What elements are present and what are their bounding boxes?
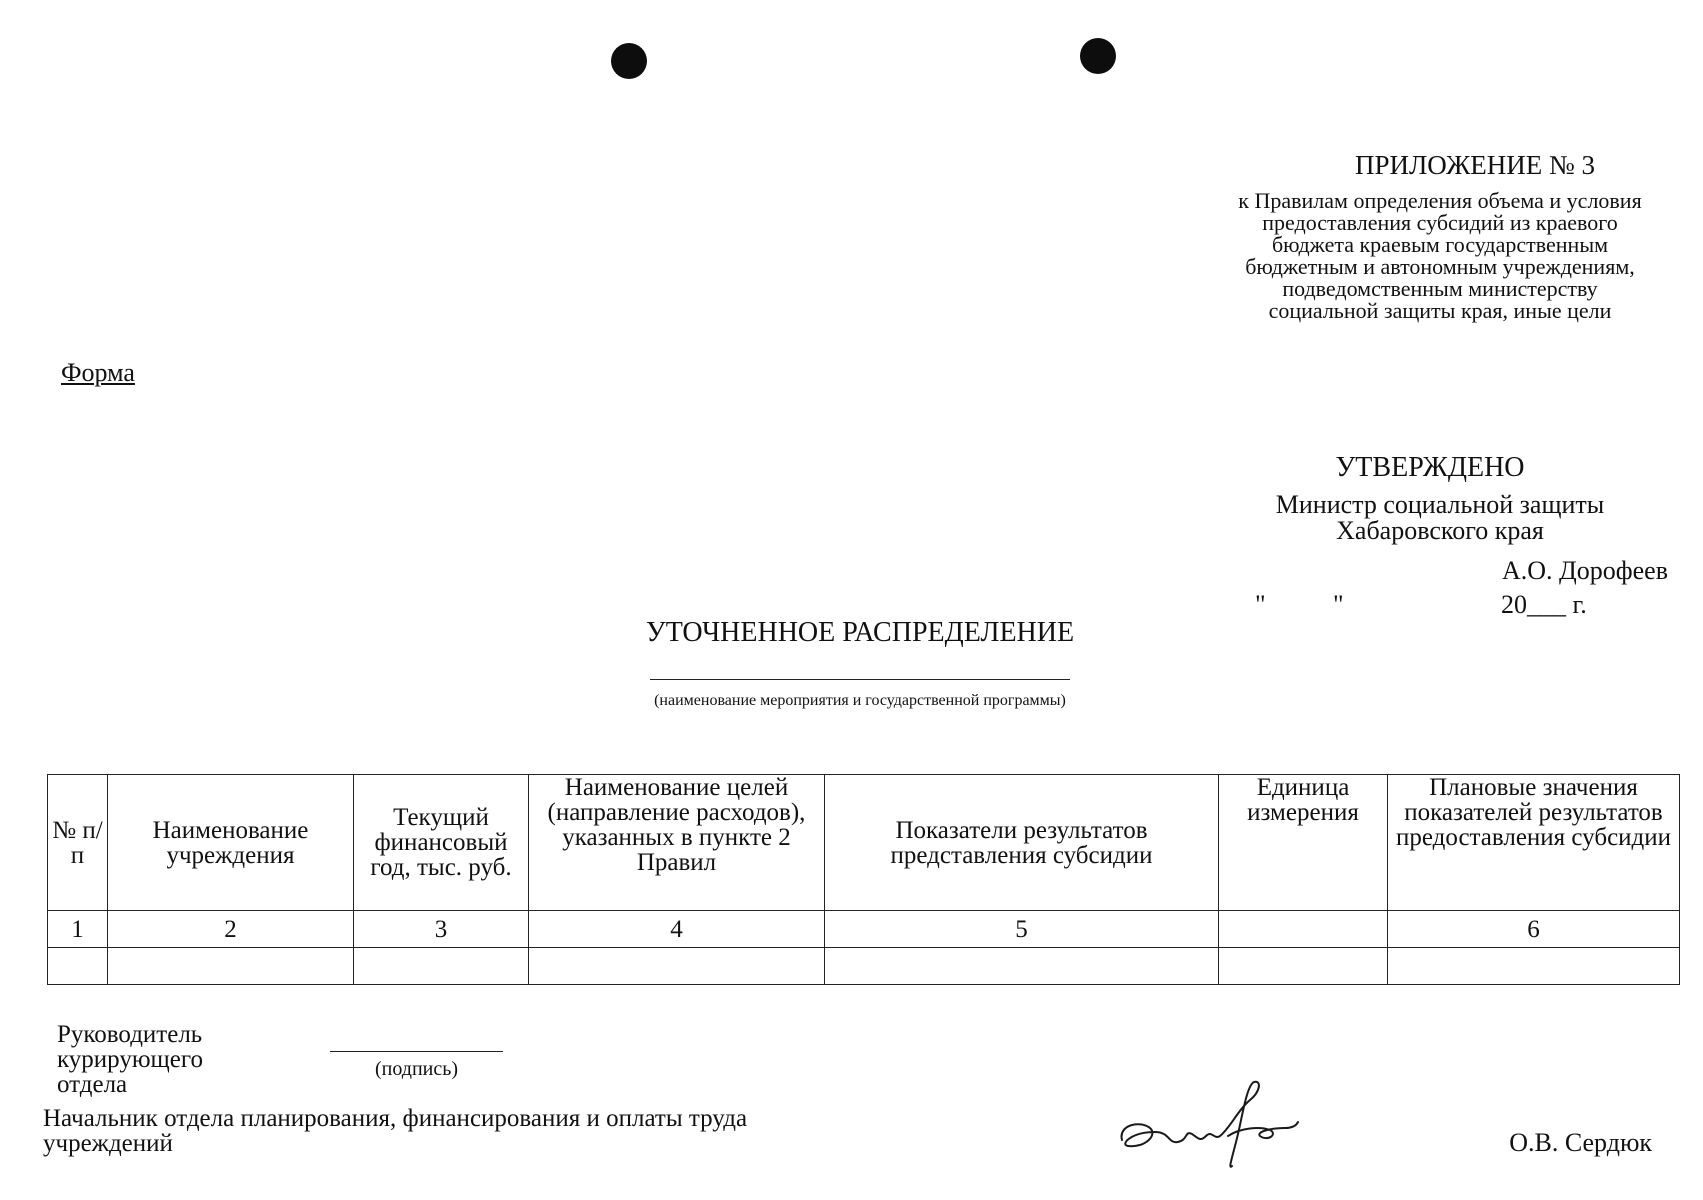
approval-title: УТВЕРЖДЕНО — [1335, 452, 1525, 483]
table-row — [48, 948, 1680, 985]
table-cell — [1219, 911, 1388, 948]
date-quote-close: " — [1333, 590, 1344, 619]
table-cell[interactable] — [825, 948, 1219, 985]
supervisor-label-line: курирующего — [57, 1046, 203, 1073]
table-cell[interactable] — [529, 948, 825, 985]
approval-position — [1220, 492, 1660, 544]
table-cell[interactable] — [354, 948, 529, 985]
table-cell[interactable] — [48, 948, 108, 985]
distribution-table — [47, 774, 1680, 985]
appendix-line: к Правилам определения объема и условия — [1238, 188, 1642, 213]
approval-position-line: Министр социальной защиты — [1275, 490, 1605, 519]
appendix-line: социальной защиты края, иные цели — [1268, 298, 1612, 323]
document-subtitle: (наименование мероприятия и государственной программы) — [654, 692, 1066, 709]
form-label: Форма — [61, 358, 135, 387]
chief-name: О.В. Сердюк — [1509, 1128, 1652, 1157]
chief-label-line: Начальник отдела планирования, финансирования и оплаты труда — [43, 1105, 748, 1132]
signature-caption: (подпись) — [374, 1058, 459, 1080]
header-unit: Единица измерения — [1219, 775, 1388, 911]
program-name-line — [650, 679, 1070, 680]
header-planned-values: Плановые значения показателей результатов предоставления субсидии — [1388, 775, 1680, 911]
appendix-line: предоставления субсидий из краевого — [1262, 210, 1618, 235]
appendix-line: бюджета краевым государственным — [1271, 232, 1609, 257]
supervisor-label-line: отдела — [57, 1071, 128, 1098]
appendix-body — [1190, 190, 1690, 322]
chief-label-line: учреждений — [43, 1130, 173, 1157]
table-number-row — [48, 911, 1680, 948]
table-cell[interactable] — [108, 948, 354, 985]
approval-name: А.О. Дорофеев — [1502, 556, 1668, 585]
table-cell: 1 — [48, 911, 108, 948]
punch-hole-right — [1080, 38, 1116, 74]
header-indicators: Показатели результатов представления субсидии — [825, 775, 1219, 911]
appendix-line: подведомственным министерству — [1282, 276, 1598, 301]
date-year: 20___ г. — [1501, 590, 1587, 619]
table-cell[interactable] — [1219, 948, 1388, 985]
table-header-row — [48, 775, 1680, 911]
supervisor-label — [57, 1022, 203, 1097]
header-current-year: Текущий финансовый год, тыс. руб. — [354, 775, 529, 911]
table-cell: 6 — [1388, 911, 1680, 948]
header-goals: Наименование целей (направление расходов), указанных в пункте 2 Правил — [529, 775, 825, 911]
header-institution: Наименование учреждения — [108, 775, 354, 911]
table-cell: 2 — [108, 911, 354, 948]
table-cell: 3 — [354, 911, 529, 948]
table-cell: 4 — [529, 911, 825, 948]
table-cell[interactable] — [1388, 948, 1680, 985]
date-quote-open: " — [1255, 590, 1266, 619]
document-title: УТОЧНЕННОЕ РАСПРЕДЕЛЕНИЕ — [645, 617, 1075, 648]
approval-position-line: Хабаровского края — [1336, 516, 1544, 545]
chief-label — [43, 1106, 923, 1156]
appendix-line: бюджетным и автономным учреждениям, — [1245, 254, 1635, 279]
header-number: № п/п — [48, 775, 108, 911]
handwritten-signature — [1110, 1070, 1310, 1180]
supervisor-label-line: Руководитель — [57, 1021, 203, 1048]
signature-line — [330, 1051, 503, 1052]
appendix-title: ПРИЛОЖЕНИЕ № 3 — [1354, 150, 1596, 180]
table-cell: 5 — [825, 911, 1219, 948]
punch-hole-left — [611, 43, 647, 79]
